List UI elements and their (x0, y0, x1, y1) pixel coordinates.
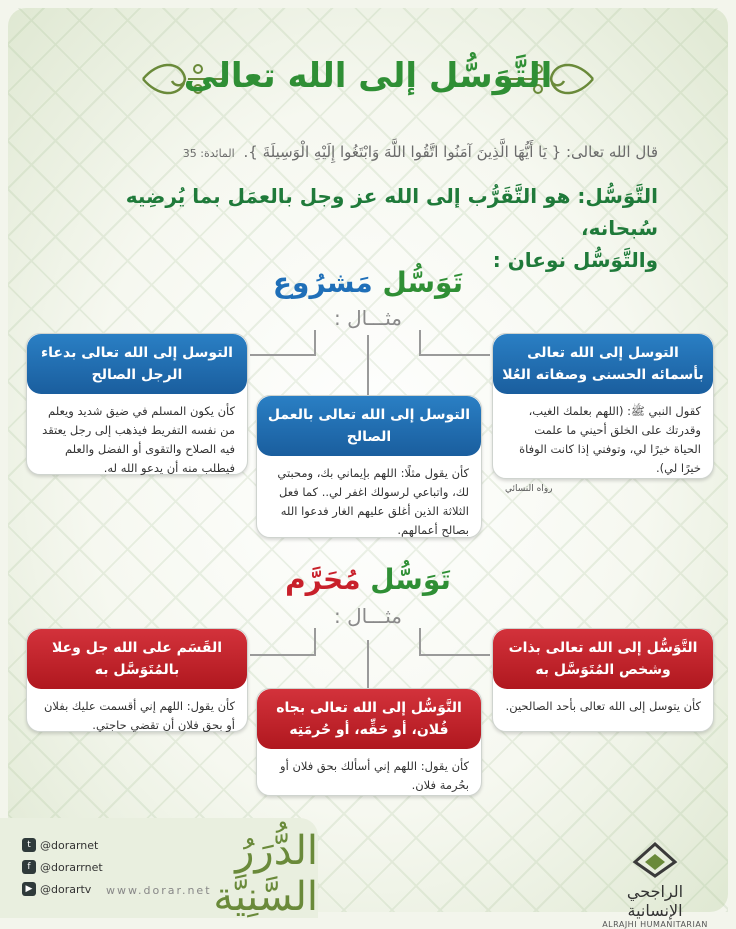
forbidden-example-label: مثـــال : (333, 604, 403, 628)
social-handle: @dorarrnet (40, 860, 103, 874)
page-title: التَّوَسُّل إلى الله تعالى (183, 56, 553, 96)
card-body: كأن يتوسل إلى الله تعالى بأحد الصالحين. (505, 699, 701, 713)
rajhi-diamond-icon (631, 842, 679, 878)
card-body: كأن يقول: اللهم إني أقسمت عليك بفلان أو بحق فلان أن تقضي حاجتي. (43, 699, 235, 732)
forbidden-word-1: تَوَسُّل (370, 563, 451, 596)
card-title: التَّوَسُّل إلى الله تعالى بذات وشخص المُتَوَسَّل به (493, 629, 713, 689)
social-facebook[interactable] (22, 860, 103, 874)
social-handle: @dorarnet (40, 838, 99, 852)
card-title: التَّوَسُّل إلى الله تعالى بجاه فُلان، أو حَقِّه، أو حُرمَتِه (257, 689, 481, 749)
verse-reference: المائدة: 35 (182, 147, 235, 160)
forbidden-card-status (256, 688, 482, 796)
definition (58, 180, 658, 276)
forbidden-card-oath (26, 628, 248, 732)
card-body: كقول النبي ﷺ: (اللهم بعلمك الغيب، وقدرتك على الخلق أحيني ما علمت الحياة خيرًا لي، وتوفني إذا كانت الوفاة خيرًا لي). (519, 404, 701, 475)
rajhi-arabic-name: الراجحي الإنسانية (626, 882, 684, 920)
lawful-heading (0, 266, 736, 299)
card-body: كأن يقول مثلًا: اللهم بإيماني بك، ومحبتي لك، واتباعي لرسولك اغفر لي.. كما فعل الثلاثة الذين أغلق عليهم الغار فدعوا الله بصالح أعمالهم. (277, 466, 469, 537)
card-title: القَسَم على الله جل وعلا بالمُتَوَسَّل به (27, 629, 247, 689)
lawful-word-1: تَوَسُّل (382, 266, 464, 299)
card-source: رواه النسائي (505, 484, 553, 494)
lawful-card-righteous-prayer (26, 333, 248, 475)
footer (0, 818, 736, 929)
footer-durar-box (0, 818, 318, 918)
forbidden-heading (0, 563, 736, 596)
twitter-icon: t (22, 838, 36, 852)
forbidden-word-2: مُحَرَّم (285, 563, 361, 596)
card-body: كأن يقول: اللهم إني أسألك بحق فلان أو بحُرمة فلان. (280, 759, 469, 792)
rajhi-logo (600, 842, 710, 929)
facebook-icon: f (22, 860, 36, 874)
quran-verse (58, 143, 658, 161)
card-title: التوسل إلى الله تعالى بدعاء الرجل الصالح (27, 334, 247, 394)
card-title: التوسل إلى الله تعالى بالعمل الصالح (257, 396, 481, 456)
durar-url[interactable]: www.dorar.net (106, 884, 212, 897)
verse-text: قال الله تعالى: { يَا أَيُّهَا الَّذِينَ آمَنُوا اتَّقُوا اللَّهَ وَابْتَغُوا إِلَيْهِ الْوَسِيلَةَ }. (243, 143, 658, 161)
forbidden-card-person (492, 628, 714, 732)
social-youtube[interactable] (22, 882, 91, 896)
durar-logo: الدُّرَرُ السَّنِيَّة (213, 828, 318, 920)
lawful-card-good-deeds (256, 395, 482, 538)
card-title: التوسل إلى الله تعالى بأسمائه الحسنى وصفاته العُلا (493, 334, 713, 394)
rajhi-english-name: ALRAJHI HUMANITARIAN (602, 920, 708, 929)
social-twitter[interactable] (22, 838, 98, 852)
card-body: كأن يكون المسلم في ضيق شديد ويعلم من نفسه التفريط فيذهب إلى رجل يعتقد فيه الصلاح والتقوى أو الفضل والعلم فيطلب منه أن يدعو الله له. (42, 404, 235, 475)
definition-line-1: التَّوَسُّل: هو التَّقَرُّب إلى الله عز وجل بالعمَل بما يُرضِيه سُبحانه، (125, 184, 658, 240)
social-handle: @dorartv (40, 882, 92, 896)
lawful-word-2: مَشرُوع (272, 266, 373, 299)
definition-line-2: والتَّوَسُّل نوعان : (492, 248, 658, 272)
lawful-card-names-attributes (492, 333, 714, 494)
lawful-example-label: مثـــال : (333, 306, 403, 330)
youtube-icon: ▶ (22, 882, 36, 896)
